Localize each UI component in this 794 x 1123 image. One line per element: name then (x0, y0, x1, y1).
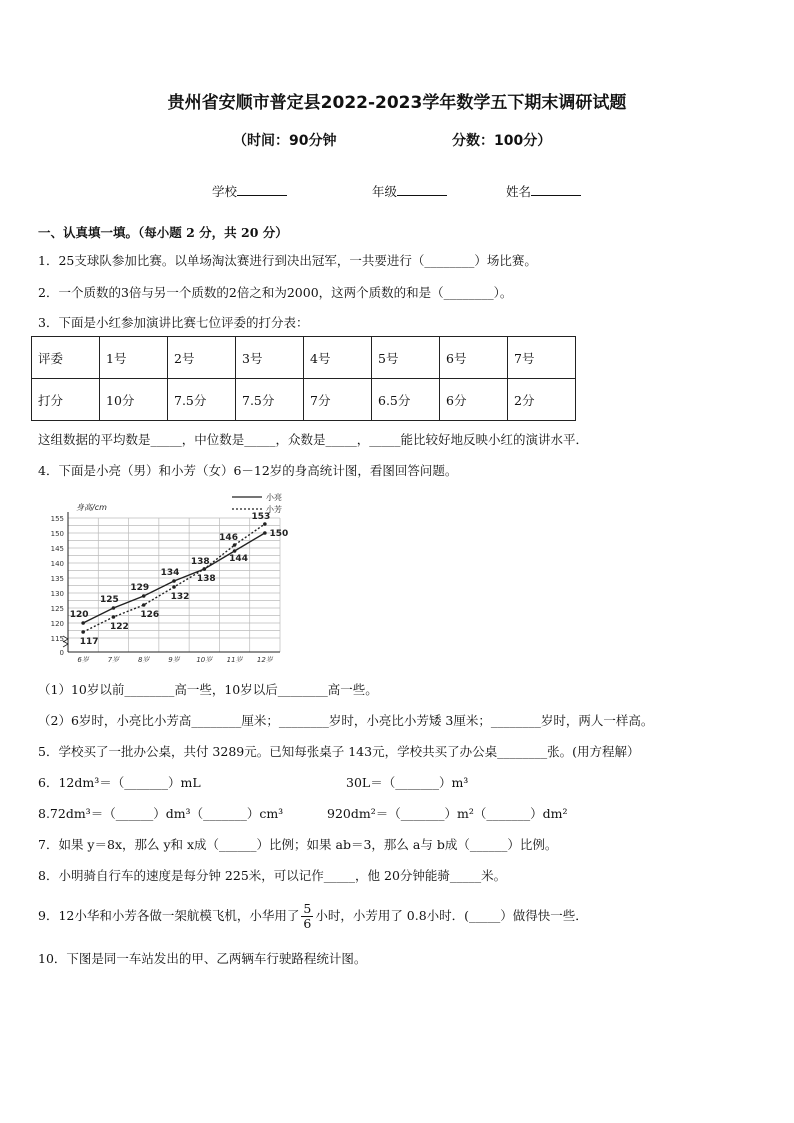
table-cell: 7分 (304, 379, 372, 421)
table-row (32, 379, 576, 421)
data-point-xiaofang (112, 615, 116, 619)
data-point-xiaoliang (142, 594, 146, 598)
data-label-xiaoliang: 138 (190, 557, 210, 567)
data-label-xiaoliang: 144 (229, 554, 248, 564)
table-cell: 6.5分 (372, 379, 440, 421)
question-3-blanks: 这组数据的平均数是_____，中位数是_____，众数是_____，_____能比较好地反映小红的演讲水平． (38, 432, 589, 447)
data-point-xiaofang (81, 630, 85, 634)
table-cell: 1号 (100, 337, 168, 379)
table-cell: 5号 (372, 337, 440, 379)
table-cell: 7号 (508, 337, 576, 379)
x-tick-label: 10岁 (196, 656, 213, 664)
height-line-chart (36, 488, 300, 666)
y-tick-label: 145 (50, 545, 64, 553)
data-label-xiaofang: 117 (79, 637, 99, 647)
y-tick-label: 150 (50, 530, 64, 538)
question-6-a: 6．12dm³＝（_______）mL (38, 775, 201, 790)
y-tick-label: 130 (50, 590, 64, 598)
data-label-xiaofang: 122 (110, 622, 129, 632)
page-title: 贵州省安顺市普定县2022-2023学年数学五下期末调研试题 (167, 93, 627, 113)
data-point-xiaoliang (233, 549, 237, 553)
question-4-part-1: （1）10岁以前________高一些，10岁以后________高一些。 (38, 682, 378, 697)
table-cell: 打分 (32, 379, 100, 421)
data-label-xiaofang: 146 (219, 533, 238, 543)
table-cell: 10分 (100, 379, 168, 421)
question-7: 7．如果 y＝8x，那么 y和 x成（______）比例；如果 ab＝3，那么 a与 b成（______）比例。 (38, 837, 558, 852)
question-1: 1．25支球队参加比赛。以单场淘汰赛进行到决出冠军，一共要进行（________）场比赛。 (38, 253, 537, 268)
data-point-xiaoliang (263, 531, 267, 535)
data-point-xiaoliang (81, 621, 85, 625)
data-point-xiaoliang (172, 579, 176, 583)
question-9: 9．12小华和小芳各做一架航模飞机，小华用了 $\frac{5}{6}$ 小时，小芳用了 0.8小时．(_____）做得快一些． (38, 901, 588, 931)
data-label-xiaofang: 153 (251, 512, 271, 522)
data-label-xiaoliang: 134 (160, 568, 180, 578)
table-cell: 2号 (168, 337, 236, 379)
data-point-xiaofang (263, 522, 267, 526)
y-tick-label: 155 (50, 515, 64, 523)
grade-field[interactable]: 年级 (372, 182, 447, 200)
table-cell: 评委 (32, 337, 100, 379)
data-point-xiaofang (202, 567, 206, 571)
y-tick-label: 140 (50, 560, 64, 568)
question-6-d: 920dm²＝（_______）m²（_______）dm² (327, 806, 568, 821)
y-tick-label: 0 (59, 649, 64, 657)
question-6-c: 8.72dm³＝（______）dm³（_______）cm³ (38, 806, 284, 821)
school-field[interactable]: 学校 (212, 182, 287, 200)
x-tick-label: 12岁 (256, 656, 273, 664)
data-point-xiaoliang (112, 606, 116, 610)
score-table (31, 336, 576, 421)
fraction: $\frac{5}{6}$ (303, 901, 312, 931)
question-6-b: 30L＝（_______）m³ (346, 775, 469, 790)
data-label-xiaoliang: 129 (130, 583, 150, 593)
data-point-xiaofang (172, 585, 176, 589)
name-field[interactable]: 姓名 (506, 182, 581, 200)
question-10: 10．下图是同一车站发出的甲、乙两辆车行驶路程统计图。 (38, 951, 367, 966)
section-heading: 一、认真填一填。（每小题 2 分，共 20 分） (38, 225, 288, 240)
y-tick-label: 115 (50, 635, 64, 643)
y-axis-label: 身高/cm (76, 503, 107, 512)
y-tick-label: 120 (50, 620, 64, 628)
data-label-xiaofang: 126 (140, 610, 160, 620)
table-cell: 6号 (440, 337, 508, 379)
x-tick-label: 9岁 (168, 656, 180, 664)
y-tick-label: 125 (50, 605, 64, 613)
x-tick-label: 11岁 (226, 656, 243, 664)
table-cell: 4号 (304, 337, 372, 379)
x-tick-label: 6岁 (77, 656, 89, 664)
score-label: 分数：100分） (452, 133, 552, 149)
data-label-xiaoliang: 150 (269, 529, 289, 539)
y-tick-label: 135 (50, 575, 64, 583)
data-label-xiaofang: 132 (170, 592, 190, 602)
table-cell: 7.5分 (236, 379, 304, 421)
data-point-xiaofang (233, 543, 237, 547)
data-label-xiaoliang: 120 (69, 610, 89, 620)
table-cell: 7.5分 (168, 379, 236, 421)
question-5: 5．学校买了一批办公桌，共付 3289元。已知每张桌子 143元，学校共买了办公桌________张。(用方程解） (38, 744, 640, 759)
table-row (32, 337, 576, 379)
time-label: （时间：90分钟 (233, 133, 337, 149)
table-cell: 2分 (508, 379, 576, 421)
x-tick-label: 8岁 (137, 656, 150, 664)
legend-label-xiaofang: 小芳 (266, 505, 282, 514)
table-cell: 3号 (236, 337, 304, 379)
table-cell: 6分 (440, 379, 508, 421)
legend-label-xiaoliang: 小亮 (266, 493, 282, 502)
question-4: 4．下面是小亮（男）和小芳（女）6－12岁的身高统计图，看图回答问题。 (38, 463, 458, 478)
question-2: 2．一个质数的3倍与另一个质数的2倍之和为2000，这两个质数的和是（________）。 (38, 285, 513, 300)
data-point-xiaofang (142, 603, 146, 607)
data-label-xiaofang: 138 (196, 574, 216, 584)
x-tick-label: 7岁 (107, 656, 120, 664)
question-4-part-2: （2）6岁时，小亮比小芳高________厘米；________岁时，小亮比小芳矮 3厘米；________岁时，两人一样高。 (38, 713, 654, 728)
question-8: 8．小明骑自行车的速度是每分钟 225米，可以记作_____，他 20分钟能骑_____米。 (38, 868, 507, 883)
question-3: 3．下面是小红参加演讲比赛七位评委的打分表： (38, 315, 309, 330)
data-label-xiaoliang: 125 (100, 595, 119, 605)
